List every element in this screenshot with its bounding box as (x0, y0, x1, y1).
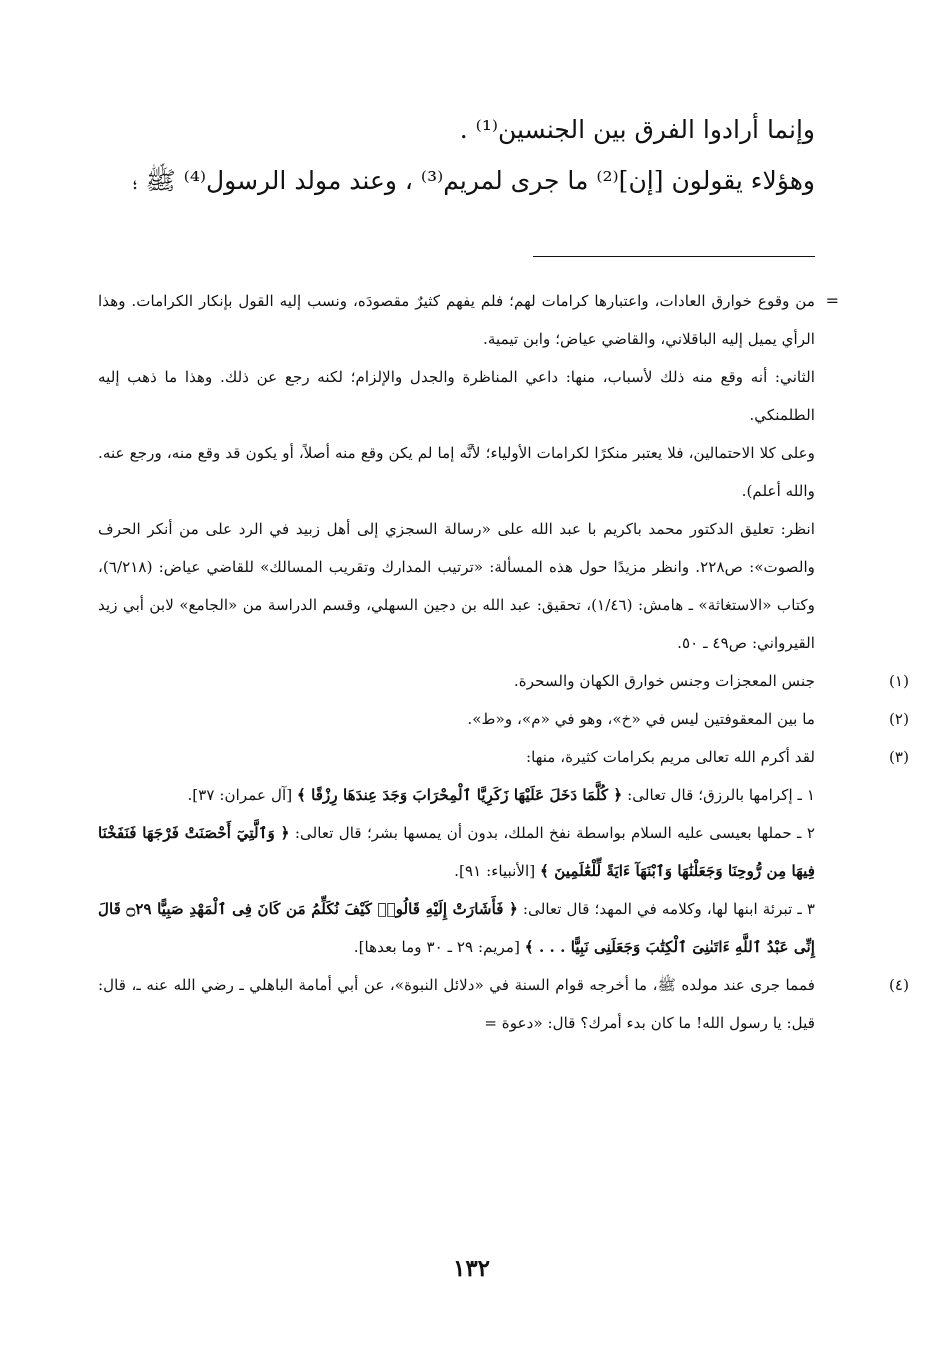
footnote-1 (98, 662, 909, 700)
footnote-number: (١) (888, 672, 909, 690)
footnotes-section (98, 282, 909, 1042)
footnote-text: لقد أكرم الله تعالى مريم بكرامات كثيرة، منها: (525, 748, 815, 766)
verse-reference: [الأنبياء: ٩١]. (454, 862, 541, 880)
quran-verse: ﴿ كُلَّمَا دَخَلَ عَلَيْهَا زَكَرِيَّا ٱلْمِحْرَابَ وَجَدَ عِندَهَا رِزْقًا ﴾ (296, 786, 623, 804)
karama-lead: ٣ ـ تبرئة ابنها لها، وكلامه في المهد؛ قال تعالى: (517, 900, 815, 918)
footnote-separator (533, 256, 815, 257)
carryover-paragraph-1: من وقوع خوارق العادات، واعتبارها كرامات لهم؛ فلم يفهم كثيرٌ مقصودَه، ونسب إليه القول بإنكار الكرامات. وهذا الرأي يميل إليه الباقلاني، والقاضي عياض؛ وابن تيمية. (98, 292, 815, 348)
karama-item-1 (98, 776, 815, 814)
footnote-2 (98, 700, 909, 738)
carryover-paragraph-2: الثاني: أنه وقع منه ذلك لأسباب، منها: داعي المناظرة والجدل والإلزام؛ لكنه رجع عن ذلك. وهذا ما ذهب إليه الطلمنكي. (98, 368, 815, 424)
quran-verse: ﴿ وَٱلَّتِيٓ أَحْصَنَتْ فَرْجَهَا فَنَفَخْنَا فِيهَا مِن رُّوحِنَا وَجَعَلْنَٰهَا وَٱبْنَهَآ ءَايَةً لِّلْعَٰلَمِينَ ﴾ (98, 824, 815, 880)
main-text-line-1: وإنما أرادوا الفرق بين الجنسين⁽¹⁾ . (459, 115, 815, 144)
verse-reference: [آل عمران: ٣٧]. (187, 786, 297, 804)
karama-lead: ٢ ـ حملها بعيسى عليه السلام بواسطة نفخ الملك، بدون أن يمسها بشر؛ قال تعالى: (289, 824, 815, 842)
karama-item-2 (98, 814, 815, 890)
page-number: ١٣٢ (452, 1255, 491, 1282)
footnote-number: (٢) (888, 710, 909, 728)
main-text-line-2: وهؤلاء يقولون [إن]⁽²⁾ ما جرى لمريم⁽³⁾ ، وعند مولد الرسول⁽⁴⁾ ﷺ ؛ (132, 166, 815, 195)
footnote-text: ما بين المعقوفتين ليس في «خ»، وهو في «م»، و«ط». (467, 710, 815, 728)
karama-lead: ١ ـ إكرامها بالرزق؛ قال تعالى: (622, 786, 815, 804)
quran-verse: ﴿ فَأَشَارَتْ إِلَيْهِ قَالُوا۟ كَيْفَ نُكَلِّمُ مَن كَانَ فِى ٱلْمَهْدِ صَبِيًّا ۝٢٩ قَالَ إِنِّى عَبْدُ ٱللَّهِ ءَاتَىٰنِىَ ٱلْكِتَٰبَ وَجَعَلَنِى نَبِيًّا . . . ﴾ (98, 900, 815, 956)
carryover-paragraph-3: وعلى كلا الاحتمالين، فلا يعتبر منكرًا لكرامات الأولياء؛ لأنَّه إما لم يكن وقع منه أصلاً، أو يكون قد وقع منه، ورجع عنه. والله أعلم). (98, 444, 815, 500)
footnote-text: جنس المعجزات وجنس خوارق الكهان والسحرة. (513, 672, 815, 690)
continuation-mark: = (825, 291, 839, 310)
footnote-text: فمما جرى عند مولده ﷺ، ما أخرجه قوام السنة في «دلائل النبوة»، عن أبي أمامة الباهلي ـ رضي الله عنه ـ، قال: قيل: يا رسول الله! ما كان بدء أمرك؟ قال: «دعوة = (98, 976, 815, 1032)
karama-item-3 (98, 890, 815, 966)
verse-reference: [مريم: ٢٩ ـ ٣٠ وما بعدها]. (353, 938, 525, 956)
footnote-number: (٤) (888, 976, 909, 994)
carryover-paragraph-4: انظر: تعليق الدكتور محمد باكريم با عبد الله على «رسالة السجزي إلى أهل زبيد في الرد على من أنكر الحرف والصوت»: ص٢٢٨. وانظر مزيدًا حول هذه المسألة: «ترتيب المدارك وتقريب المسالك» للقاضي عياض: (٦/٢١٨)، وكتاب «الاستغاثة» ـ هامش: (١/٤٦)، تحقيق: عبد الله بن دجين السهلي، وقسم الدراسة من «الجامع» لابن أبي زيد القيرواني: ص٤٩ ـ ٥٠. (98, 520, 815, 652)
footnote-number: (٣) (888, 748, 909, 766)
footnote-4 (98, 966, 909, 1042)
footnote-3 (98, 738, 909, 776)
